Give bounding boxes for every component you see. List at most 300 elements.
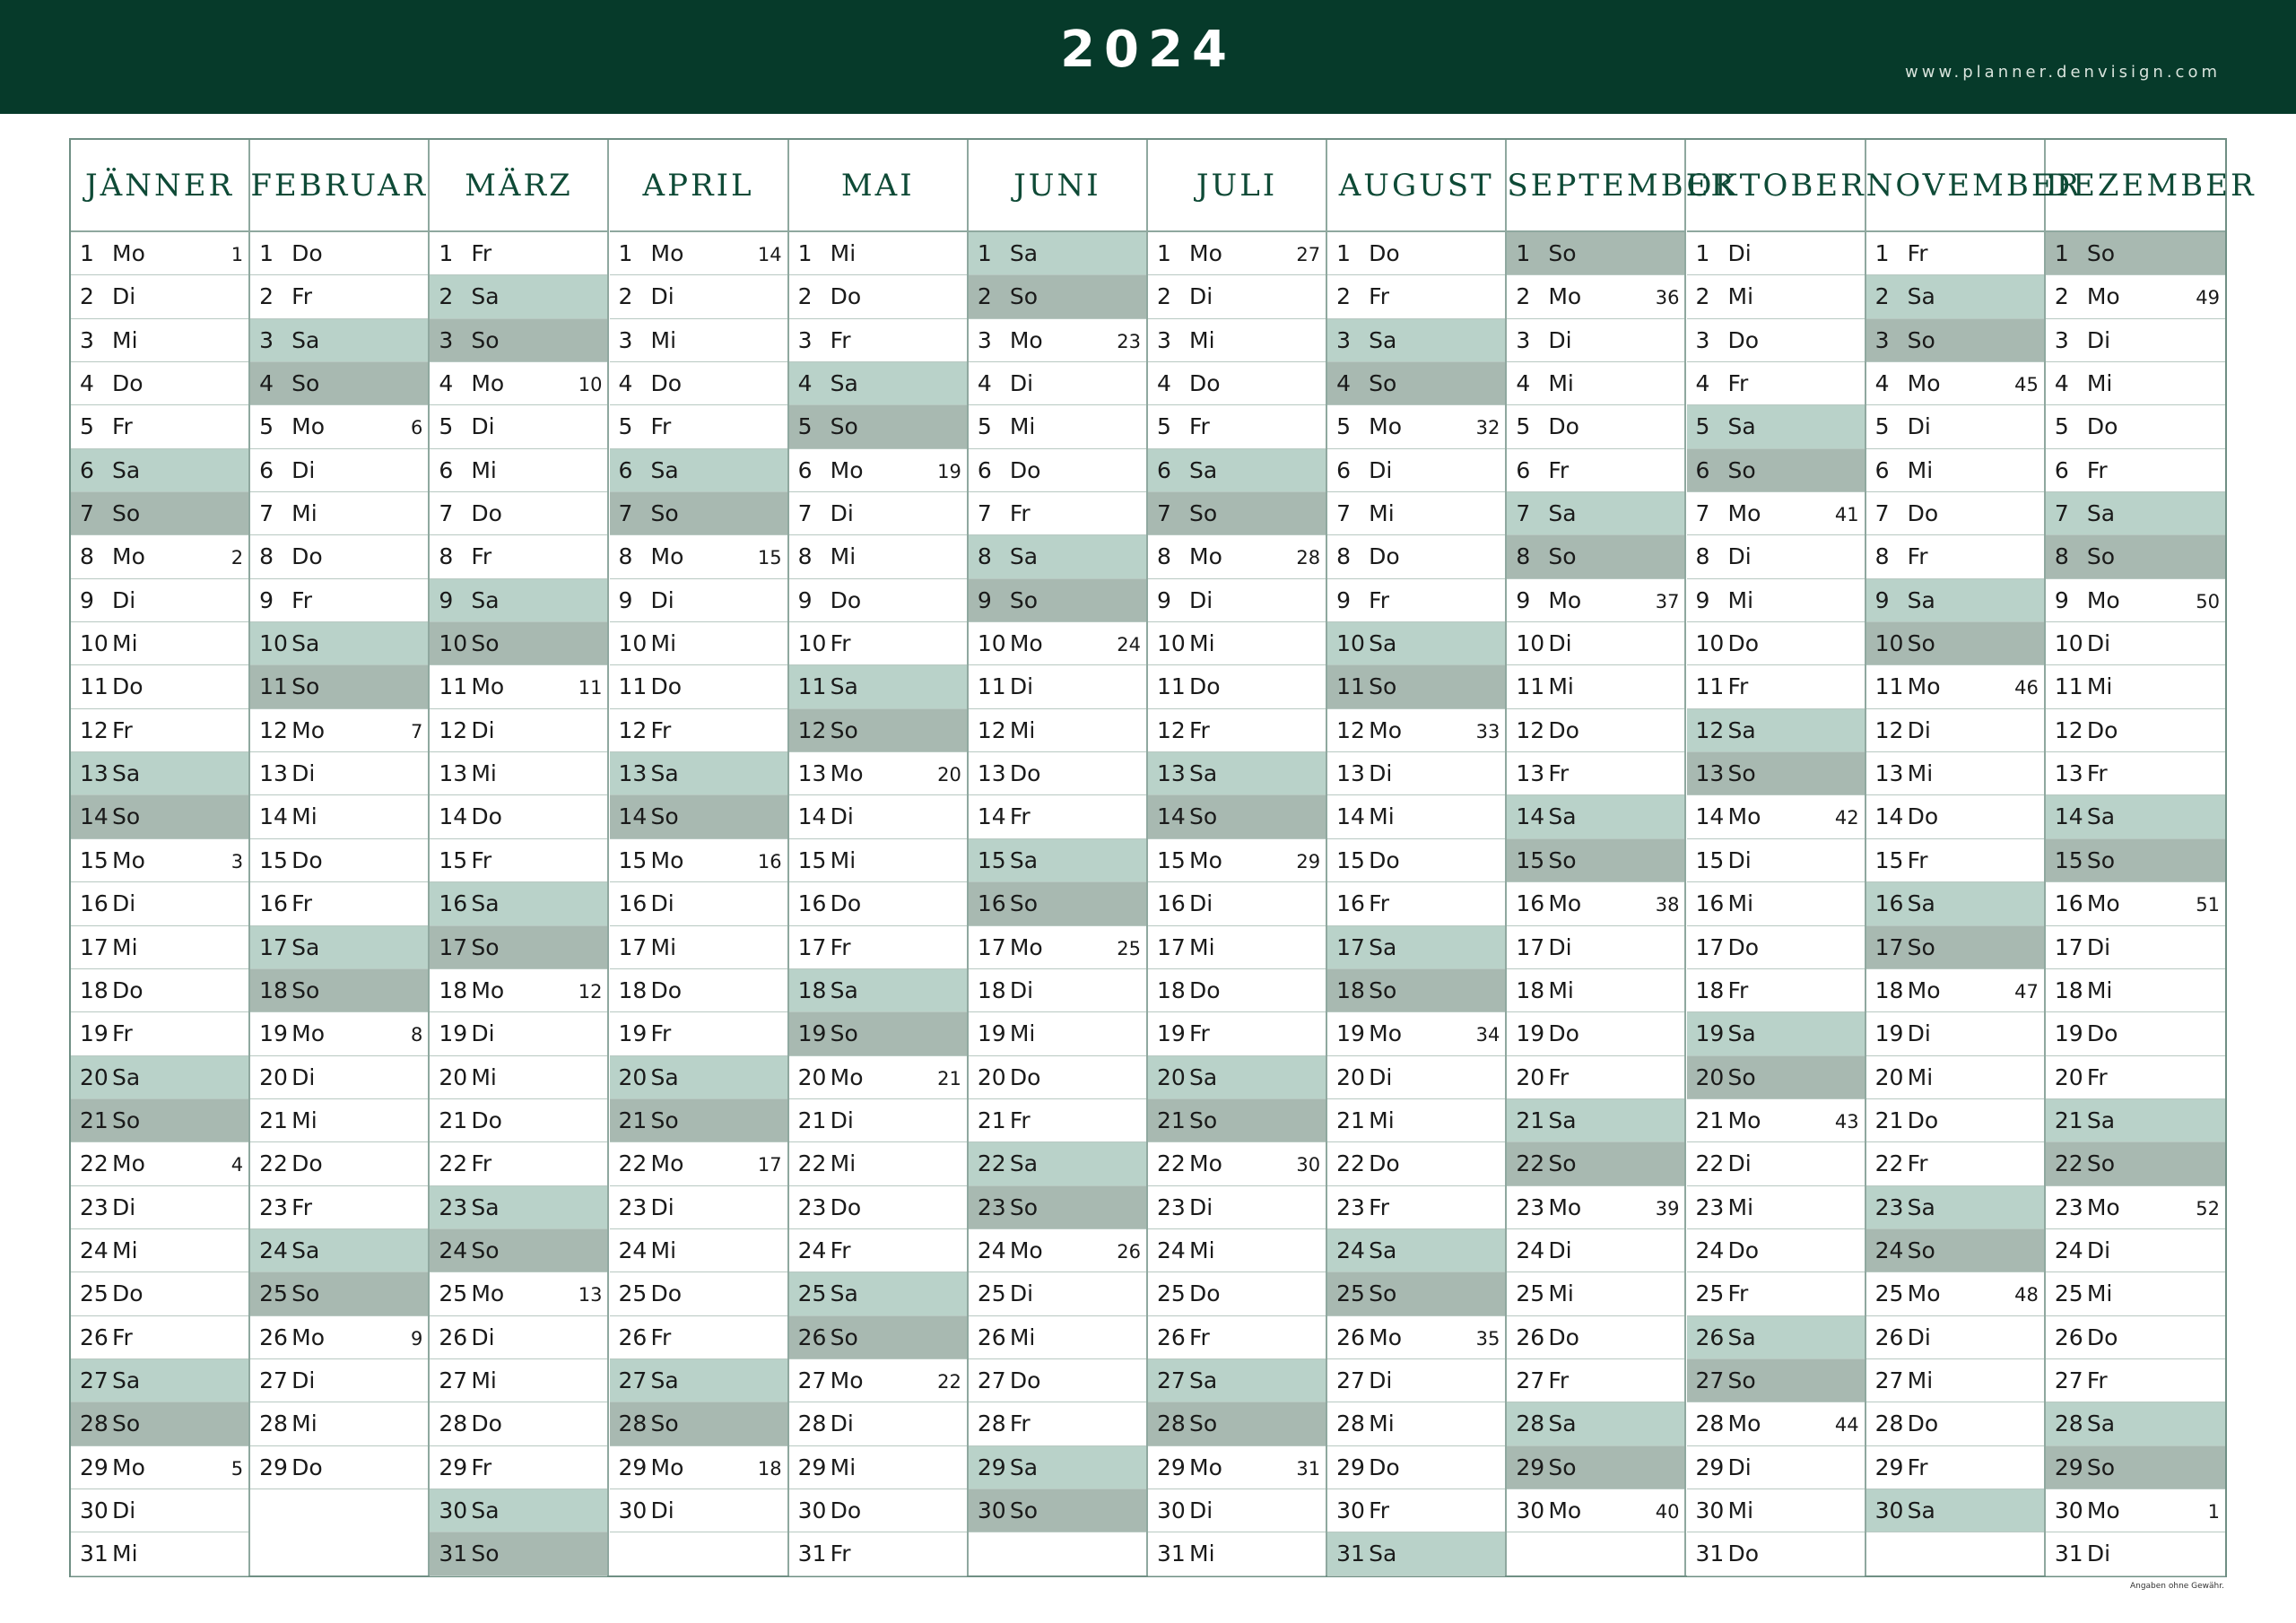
day-number: 16 (1336, 890, 1365, 917)
day-cell (430, 882, 607, 925)
weekday-label: Sa (291, 630, 320, 657)
day-number: 24 (618, 1237, 648, 1263)
day-cell (430, 1359, 607, 1402)
weekday-label: So (1548, 1454, 1577, 1480)
day-cell (1507, 319, 1684, 362)
day-number: 2 (1157, 283, 1171, 310)
weekday-label: Mo (1727, 1107, 1761, 1133)
day-cell (430, 795, 607, 838)
day-number: 11 (977, 673, 1006, 700)
weekday-label: Do (830, 890, 862, 917)
day-number: 13 (1516, 760, 1545, 787)
day-number: 16 (259, 890, 288, 917)
day-cell (1148, 1056, 1326, 1099)
day-number: 8 (80, 543, 94, 570)
day-cell (430, 1446, 607, 1489)
day-cell (250, 405, 428, 448)
day-cell (789, 1012, 967, 1055)
day-cell (71, 622, 248, 665)
day-number: 23 (1336, 1193, 1365, 1220)
weekday-label: Fr (650, 716, 672, 743)
day-number: 12 (1157, 716, 1186, 743)
day-cell (430, 622, 607, 665)
day-cell (1866, 1489, 2044, 1532)
day-cell (2046, 1272, 2225, 1315)
day-cell (969, 622, 1146, 665)
day-number: 5 (259, 413, 274, 440)
day-number: 22 (1157, 1150, 1186, 1177)
weekday-label: Do (1189, 673, 1221, 700)
day-number: 2 (80, 283, 94, 310)
day-number: 5 (1157, 413, 1171, 440)
day-cell (1866, 579, 2044, 622)
day-cell (430, 1012, 607, 1055)
day-cell (71, 926, 248, 969)
day-number: 24 (439, 1237, 468, 1263)
day-cell (1866, 709, 2044, 752)
day-number: 21 (1874, 1107, 1904, 1133)
weekday-label: So (291, 370, 320, 397)
week-number: 32 (1475, 417, 1500, 439)
weekday-label: Di (2086, 1237, 2111, 1263)
month-header: MÄRZ (430, 140, 607, 232)
day-cell (1866, 1316, 2044, 1359)
weekday-label: Mo (650, 1454, 684, 1480)
weekday-label: Do (2086, 1324, 2118, 1350)
day-cell (610, 1186, 787, 1229)
weekday-label: Sa (2086, 500, 2116, 527)
day-cell (1507, 275, 1684, 318)
weekday-label: Sa (1548, 803, 1577, 830)
day-cell (1687, 275, 1865, 318)
week-number: 12 (578, 980, 603, 1002)
day-number: 25 (977, 1280, 1006, 1307)
day-cell (610, 275, 787, 318)
day-cell (1507, 709, 1684, 752)
weekday-label: Di (2086, 1541, 2111, 1567)
day-number: 26 (1874, 1324, 1904, 1350)
day-number: 4 (797, 370, 813, 397)
weekday-label: Fr (112, 1020, 133, 1047)
day-cell (969, 1012, 1146, 1055)
weekday-label: Di (471, 1324, 495, 1350)
day-cell (430, 969, 607, 1012)
day-cell (1148, 405, 1326, 448)
day-number: 3 (1157, 326, 1171, 353)
weekday-label: Sa (471, 1497, 500, 1523)
day-number: 15 (977, 846, 1006, 873)
day-number: 11 (259, 673, 288, 700)
day-cell (1687, 449, 1865, 492)
weekday-label: Sa (1727, 716, 1756, 743)
day-number: 14 (1874, 803, 1904, 830)
day-number: 26 (1695, 1324, 1725, 1350)
weekday-label: So (471, 630, 500, 657)
day-number: 28 (1695, 1410, 1725, 1437)
weekday-label: Di (471, 413, 495, 440)
weekday-label: So (291, 1280, 320, 1307)
day-cell (1327, 882, 1505, 925)
day-number: 22 (80, 1150, 109, 1177)
weekday-label: Mo (1548, 1193, 1582, 1220)
day-number: 14 (439, 803, 468, 830)
day-number: 21 (439, 1107, 468, 1133)
weekday-label: Di (1727, 846, 1752, 873)
day-number: 22 (1874, 1150, 1904, 1177)
day-cell (2046, 882, 2225, 925)
weekday-label: Fr (471, 240, 492, 266)
weekday-label: Do (1548, 1324, 1579, 1350)
weekday-label: Fr (830, 1237, 851, 1263)
day-cell (430, 926, 607, 969)
weekday-label: Mo (291, 716, 326, 743)
day-cell (1148, 795, 1326, 838)
weekday-label: Do (1907, 803, 1939, 830)
day-number: 16 (977, 890, 1006, 917)
day-cell (71, 839, 248, 882)
weekday-label: Do (1727, 1237, 1760, 1263)
day-number: 29 (1336, 1454, 1365, 1480)
weekday-label: Fr (830, 326, 851, 353)
day-number: 24 (259, 1237, 288, 1263)
weekday-label: Di (1727, 543, 1752, 570)
week-number: 37 (1655, 590, 1680, 612)
weekday-label: Fr (1548, 1063, 1570, 1090)
week-number: 19 (937, 460, 961, 482)
weekday-label: Mo (1907, 370, 1941, 397)
weekday-label: Mi (1189, 1541, 1215, 1567)
weekday-label: Do (830, 1497, 862, 1523)
day-cell (969, 275, 1146, 318)
day-cell (430, 1056, 607, 1099)
day-cell (1327, 665, 1505, 708)
weekday-label: So (1907, 630, 1935, 657)
weekday-label: So (1727, 1063, 1756, 1090)
day-cell (1148, 1489, 1326, 1532)
day-number: 10 (618, 630, 648, 657)
day-number: 29 (439, 1454, 468, 1480)
day-number: 7 (618, 500, 633, 527)
day-number: 2 (618, 283, 633, 310)
weekday-label: Di (1189, 283, 1213, 310)
weekday-label: Mi (471, 456, 497, 483)
weekday-label: Sa (1189, 1367, 1218, 1393)
day-cell (71, 1272, 248, 1315)
day-cell (2046, 795, 2225, 838)
day-cell (1327, 1446, 1505, 1489)
day-number: 12 (2054, 716, 2083, 743)
weekday-label: Di (1189, 890, 1213, 917)
day-number: 8 (797, 543, 813, 570)
weekday-label: Di (1189, 586, 1213, 613)
day-number: 2 (1336, 283, 1352, 310)
day-cell (969, 839, 1146, 882)
day-number: 14 (259, 803, 288, 830)
day-number: 27 (1516, 1367, 1545, 1393)
day-number: 27 (977, 1367, 1006, 1393)
weekday-label: Do (1369, 543, 1400, 570)
day-number: 13 (2054, 760, 2083, 787)
week-number: 45 (2014, 374, 2039, 396)
day-cell (250, 969, 428, 1012)
day-number: 18 (80, 976, 109, 1003)
month-header: AUGUST (1327, 140, 1505, 232)
weekday-label: Di (830, 1107, 854, 1133)
day-cell (430, 1489, 607, 1532)
weekday-label: Mi (650, 1237, 677, 1263)
day-cell (1866, 795, 2044, 838)
day-cell (2046, 492, 2225, 535)
day-number: 26 (2054, 1324, 2083, 1350)
day-number: 4 (1874, 370, 1890, 397)
day-cell (610, 1489, 787, 1532)
weekday-label: So (1727, 760, 1756, 787)
day-cell (71, 795, 248, 838)
weekday-label: Mi (112, 933, 138, 960)
weekday-label: Mi (471, 1367, 497, 1393)
day-number: 4 (1695, 370, 1710, 397)
day-cell (1866, 622, 2044, 665)
weekday-label: So (1907, 326, 1935, 353)
day-cell (1148, 839, 1326, 882)
weekday-label: Fr (1727, 1280, 1749, 1307)
day-number: 7 (80, 500, 94, 527)
day-number: 23 (1516, 1193, 1545, 1220)
day-cell (610, 1272, 787, 1315)
month-header: APRIL (610, 140, 787, 232)
week-number: 36 (1655, 287, 1680, 309)
weekday-label: Mi (2086, 673, 2113, 700)
weekday-label: Di (1548, 326, 1572, 353)
day-number: 14 (1516, 803, 1545, 830)
day-number: 14 (797, 803, 827, 830)
weekday-label: Sa (1369, 1541, 1397, 1567)
weekday-label: Do (1009, 1367, 1041, 1393)
day-number: 6 (1516, 456, 1531, 483)
weekday-label: Mi (1369, 1107, 1395, 1133)
day-cell (1866, 1402, 2044, 1445)
month-header: SEPTEMBER (1507, 140, 1684, 232)
day-cell (1327, 1272, 1505, 1315)
weekday-label: Do (1009, 1063, 1041, 1090)
weekday-label: Do (291, 1150, 323, 1177)
day-number: 23 (80, 1193, 109, 1220)
weekday-label: Di (1189, 1497, 1213, 1523)
year-calendar-grid (69, 138, 2257, 1577)
month-column-februar (250, 140, 430, 1575)
day-cell (430, 1142, 607, 1185)
weekday-label: Do (1727, 630, 1760, 657)
weekday-label: Sa (650, 760, 679, 787)
weekday-label: Do (1009, 456, 1041, 483)
day-number: 17 (2054, 933, 2083, 960)
month-column-juni (969, 140, 1148, 1575)
weekday-label: So (1189, 500, 1218, 527)
day-number: 29 (80, 1454, 109, 1480)
day-number: 9 (1874, 586, 1890, 613)
weekday-label: Di (2086, 326, 2111, 353)
weekday-label: Mo (650, 543, 684, 570)
day-cell (610, 1142, 787, 1185)
weekday-label: Sa (112, 456, 141, 483)
day-cell (1507, 665, 1684, 708)
weekday-label: Fr (650, 1324, 672, 1350)
day-number: 25 (618, 1280, 648, 1307)
day-cell (430, 492, 607, 535)
weekday-label: So (1009, 283, 1038, 310)
day-number: 6 (439, 456, 454, 483)
weekday-label: So (830, 1020, 858, 1047)
day-cell (610, 1229, 787, 1272)
day-number: 16 (618, 890, 648, 917)
weekday-label: Di (1727, 1454, 1752, 1480)
day-cell (1687, 1056, 1865, 1099)
weekday-label: Sa (291, 933, 320, 960)
weekday-label: Di (650, 1497, 674, 1523)
weekday-label: Mo (830, 456, 864, 483)
day-cell (789, 1489, 967, 1532)
day-cell (1866, 1142, 2044, 1185)
day-cell (2046, 1142, 2225, 1185)
weekday-label: So (1727, 1367, 1756, 1393)
week-number: 44 (1834, 1414, 1859, 1436)
day-cell (789, 579, 967, 622)
day-number: 17 (439, 933, 468, 960)
weekday-label: Mi (471, 1063, 497, 1090)
day-cell (1327, 1489, 1505, 1532)
day-number: 28 (977, 1410, 1006, 1437)
weekday-label: Mi (1907, 1367, 1934, 1393)
week-number: 39 (1655, 1197, 1680, 1219)
day-number: 18 (1874, 976, 1904, 1003)
day-number: 25 (1874, 1280, 1904, 1307)
weekday-label: So (1369, 976, 1397, 1003)
weekday-label: Mo (1189, 240, 1222, 266)
day-cell (1327, 795, 1505, 838)
day-number: 14 (977, 803, 1006, 830)
weekday-label: Fr (1548, 456, 1570, 483)
weekday-label: Mi (1189, 1237, 1215, 1263)
day-cell (969, 1142, 1146, 1185)
day-cell (430, 1186, 607, 1229)
weekday-label: Sa (1907, 283, 1935, 310)
day-number: 18 (1157, 976, 1186, 1003)
day-cell (71, 275, 248, 318)
day-cell (1507, 362, 1684, 405)
weekday-label: So (1189, 1410, 1218, 1437)
day-number: 18 (1336, 976, 1365, 1003)
weekday-label: Do (1369, 1454, 1400, 1480)
weekday-label: Do (471, 1107, 502, 1133)
weekday-label: So (1189, 1107, 1218, 1133)
day-number: 12 (80, 716, 109, 743)
day-cell (789, 622, 967, 665)
weekday-label: Fr (1907, 1454, 1928, 1480)
weekday-label: Mi (1009, 1020, 1036, 1047)
day-number: 25 (1157, 1280, 1186, 1307)
day-cell (1327, 1316, 1505, 1359)
day-cell (1687, 232, 1865, 275)
day-cell (1687, 1142, 1865, 1185)
weekday-label: Di (1548, 630, 1572, 657)
day-cell (969, 926, 1146, 969)
day-number: 1 (618, 240, 633, 266)
weekday-label: Fr (291, 586, 312, 613)
day-cell (2046, 1012, 2225, 1055)
weekday-label: Sa (112, 1367, 141, 1393)
day-cell (71, 1402, 248, 1445)
day-number: 1 (977, 240, 992, 266)
disclaimer-note: Angaben ohne Gewähr. (2129, 1582, 2224, 1591)
day-number: 26 (1157, 1324, 1186, 1350)
weekday-label: Di (1907, 1020, 1931, 1047)
week-number: 51 (2196, 894, 2220, 916)
weekday-label: Do (650, 370, 683, 397)
weekday-label: Sa (112, 1063, 141, 1090)
day-number: 9 (797, 586, 813, 613)
day-number: 10 (2054, 630, 2083, 657)
weekday-label: Di (1548, 933, 1572, 960)
weekday-label: Mo (2086, 586, 2120, 613)
day-number: 5 (80, 413, 94, 440)
day-number: 18 (259, 976, 288, 1003)
day-cell (610, 1056, 787, 1099)
weekday-label: Fr (1907, 1150, 1928, 1177)
day-cell (250, 535, 428, 578)
day-cell (1148, 1099, 1326, 1142)
day-number: 10 (797, 630, 827, 657)
day-number: 14 (1695, 803, 1725, 830)
day-number: 24 (1516, 1237, 1545, 1263)
week-number: 7 (410, 720, 423, 742)
day-number: 15 (1695, 846, 1725, 873)
day-number: 13 (1336, 760, 1365, 787)
weekday-label: Fr (1369, 1193, 1389, 1220)
weekday-label: Mo (471, 976, 505, 1003)
day-number: 11 (1516, 673, 1545, 700)
day-cell (1507, 1186, 1684, 1229)
weekday-label: Sa (1727, 413, 1756, 440)
day-number: 9 (259, 586, 274, 613)
day-number: 17 (618, 933, 648, 960)
day-cell (1687, 579, 1865, 622)
day-cell (1866, 405, 2044, 448)
weekday-label: Mi (2086, 1280, 2113, 1307)
day-cell (1327, 1056, 1505, 1099)
day-number: 17 (259, 933, 288, 960)
day-number: 20 (1695, 1063, 1725, 1090)
weekday-label: Mo (2086, 1193, 2120, 1220)
weekday-label: Fr (1369, 586, 1389, 613)
weekday-label: Do (112, 976, 144, 1003)
day-cell (610, 1316, 787, 1359)
day-cell (71, 535, 248, 578)
day-cell (1687, 362, 1865, 405)
day-cell (1327, 926, 1505, 969)
weekday-label: Mo (2086, 1497, 2120, 1523)
day-number: 10 (1336, 630, 1365, 657)
weekday-label: So (2086, 543, 2115, 570)
day-cell (71, 1316, 248, 1359)
day-cell (789, 1446, 967, 1489)
day-cell (2046, 275, 2225, 318)
week-number: 29 (1296, 850, 1321, 872)
day-cell (250, 1316, 428, 1359)
day-number: 2 (2054, 283, 2069, 310)
day-cell (430, 665, 607, 708)
weekday-label: Mo (1727, 1410, 1761, 1437)
weekday-label: Do (2086, 716, 2118, 743)
